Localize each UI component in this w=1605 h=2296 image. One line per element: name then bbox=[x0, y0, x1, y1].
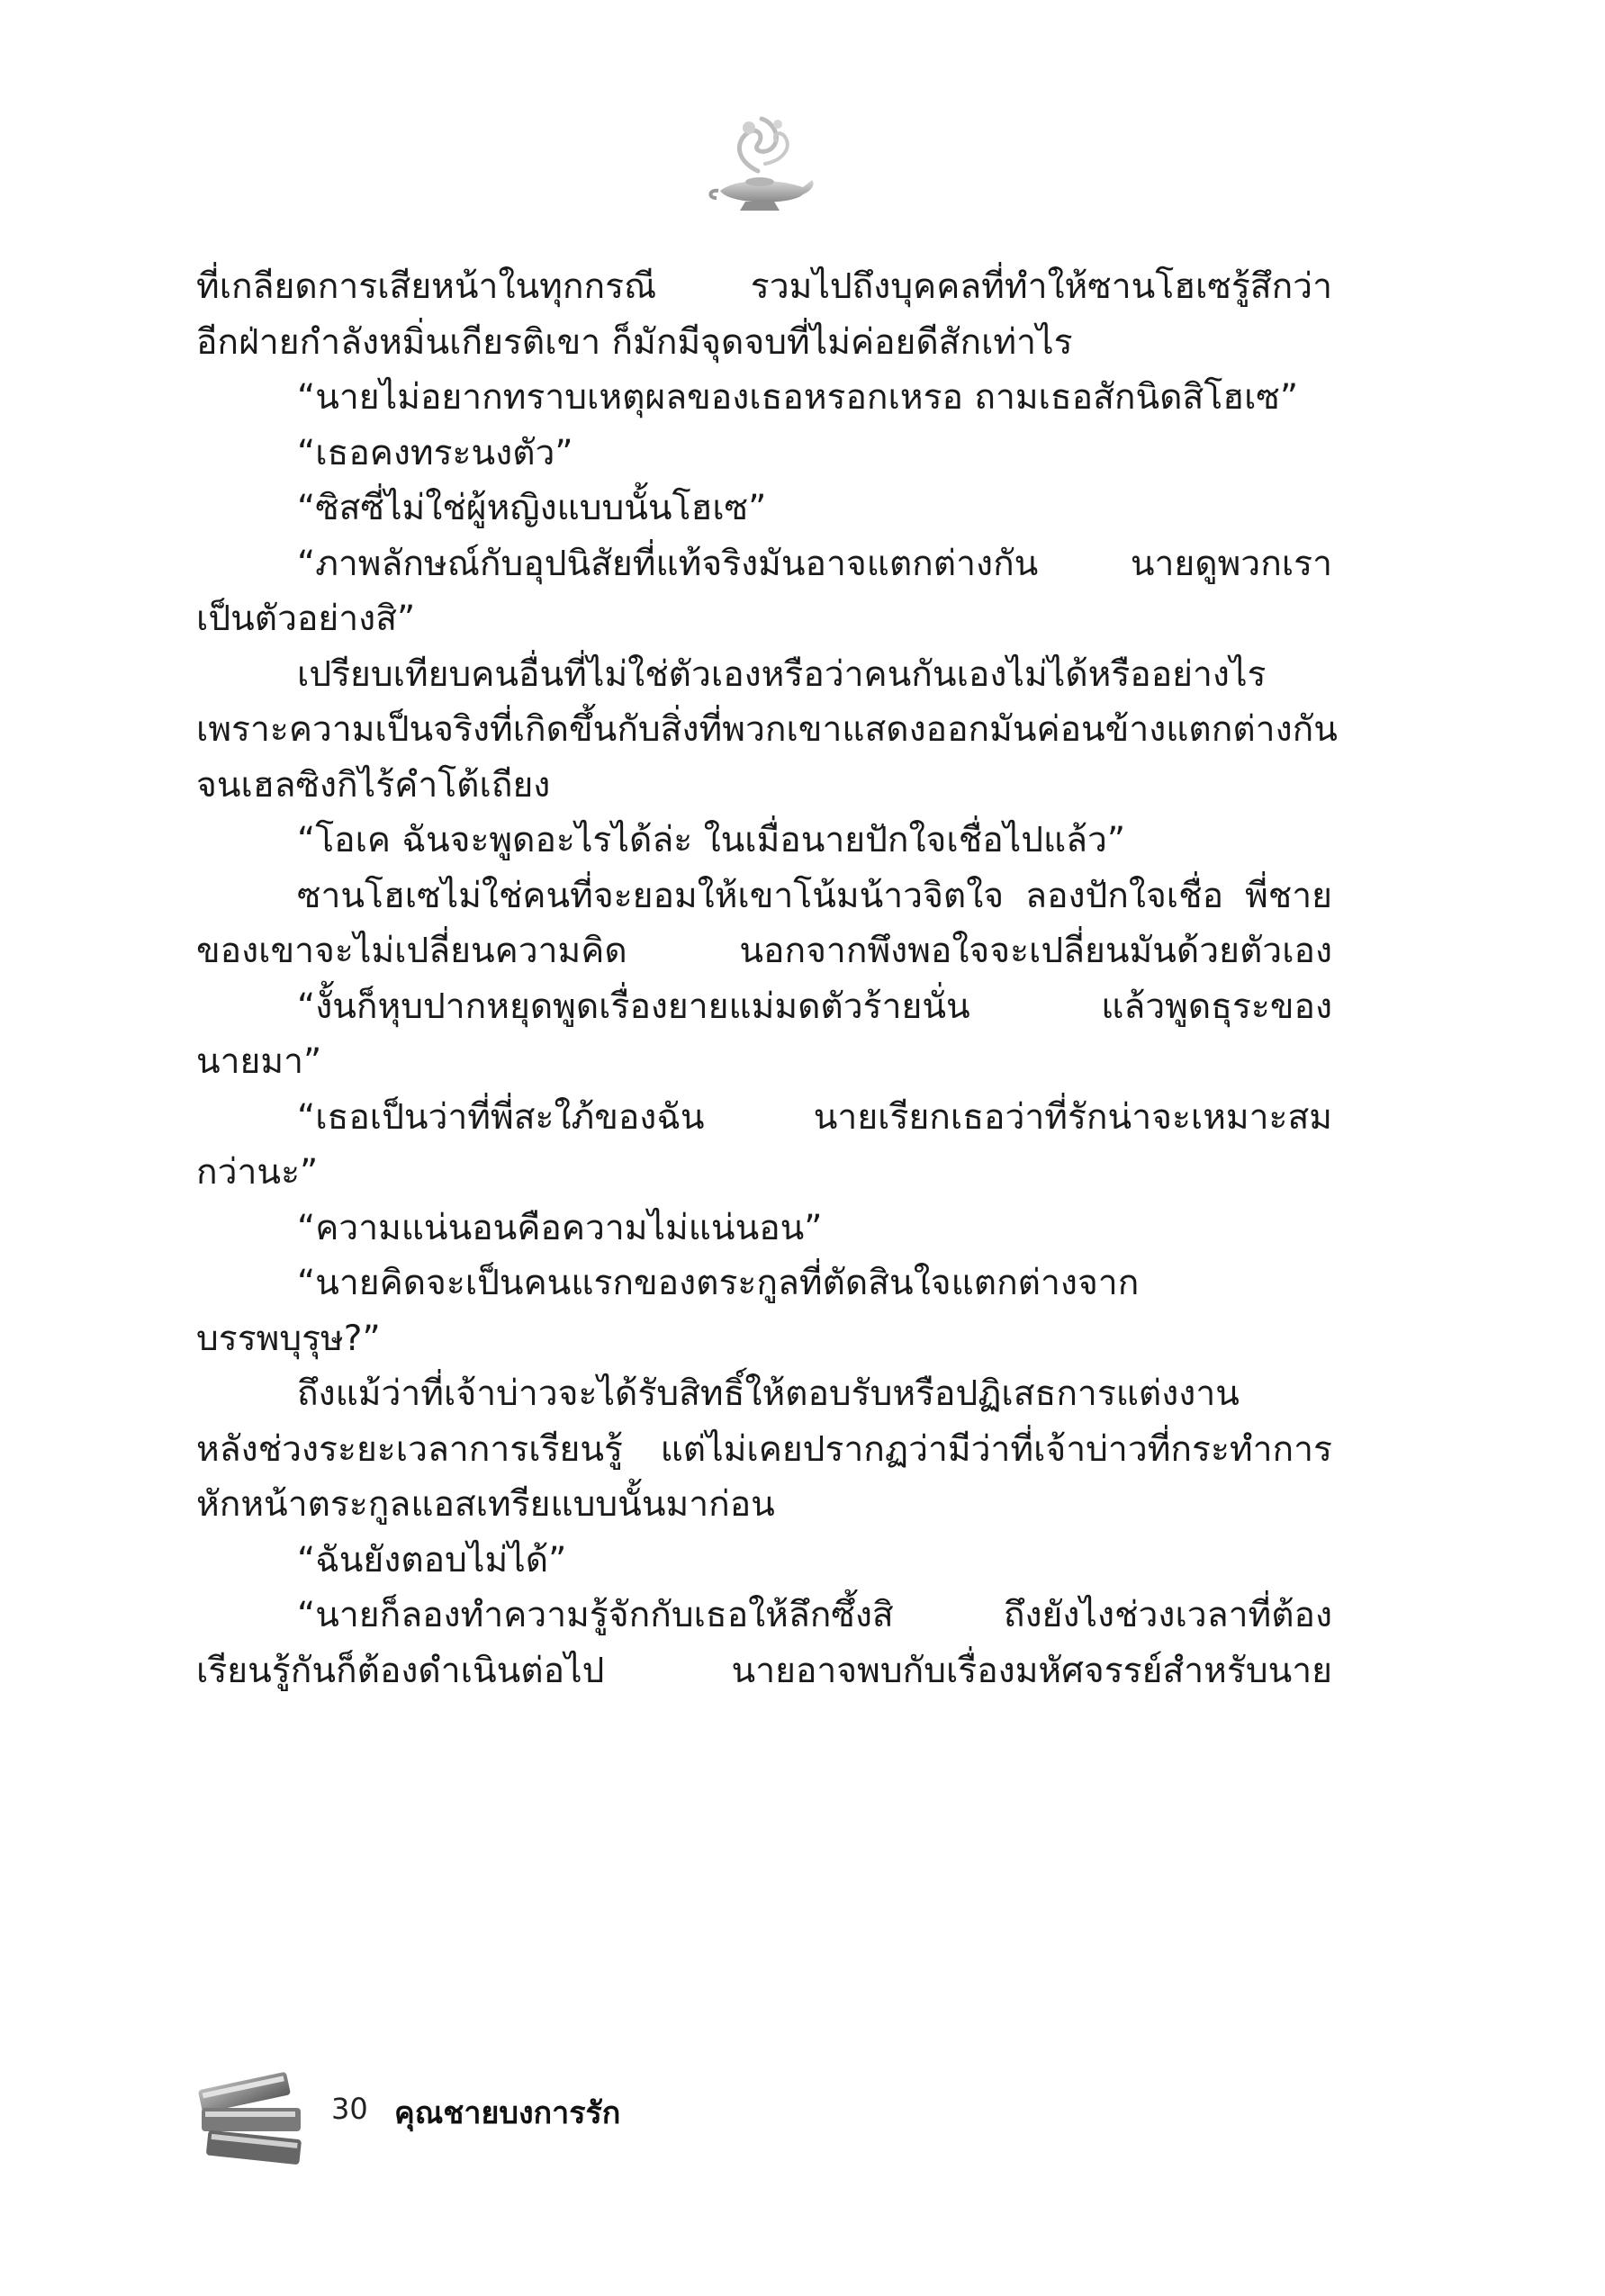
text-line: “ฉันยังตอบไม่ได้” bbox=[297, 1539, 567, 1580]
page-footer bbox=[196, 2061, 826, 2178]
text-line: จนเฮลซิงกิไร้คำโต้เถียง bbox=[196, 764, 551, 806]
body-text bbox=[196, 259, 1338, 1698]
text-line: หักหน้าตระกูลแอสเทรียแบบนั้นมาก่อน bbox=[196, 1484, 775, 1525]
text-line: เป็นตัวอย่างสิ” bbox=[196, 599, 416, 639]
text-line: “โอเค ฉันจะพูดอะไรได้ล่ะ ในเมื่อนายปักใจเชื่อไปแล้ว” bbox=[297, 820, 1126, 860]
text-line: ซานโฮเซไม่ใช่คนที่จะยอมให้เขาโน้มน้าวจิตใจ ลองปักใจเชื่อ พี่ชาย bbox=[297, 875, 1332, 916]
text-line: “เธอคงทระนงตัว” bbox=[297, 432, 573, 473]
text-line: “นายคิดจะเป็นคนแรกของตระกูลที่ตัดสินใจแตกต่างจาก bbox=[297, 1263, 1140, 1303]
text-line: “นายก็ลองทำความรู้จักกับเธอให้ลึกซึ้งสิ ถึงยังไงช่วงเวลาที่ต้อง bbox=[297, 1595, 1332, 1635]
text-line: กว่านะ” bbox=[196, 1152, 319, 1193]
genie-lamp-icon bbox=[702, 108, 819, 225]
text-line: “นายไม่อยากทราบเหตุผลของเธอหรอกเหรอ ถามเธอสักนิดสิโฮเซ” bbox=[297, 377, 1299, 418]
text-line: ของเขาจะไม่เปลี่ยนความคิด นอกจากพึงพอใจจะเปลี่ยนมันด้วยตัวเอง bbox=[196, 931, 1332, 971]
text-line: ถึงแม้ว่าที่เจ้าบ่าวจะได้รับสิทธิ์ให้ตอบรับหรือปฏิเสธการแต่งงาน bbox=[297, 1373, 1240, 1414]
text-line: เพราะความเป็นจริงที่เกิดขึ้นกับสิ่งที่พวกเขาแสดงออกมันค่อนข้างแตกต่างกัน bbox=[196, 709, 1338, 750]
text-line: “ภาพลักษณ์กับอุปนิสัยที่แท้จริงมันอาจแตกต่างกัน นายดูพวกเรา bbox=[297, 543, 1332, 584]
text-line: ที่เกลียดการเสียหน้าในทุกกรณี รวมไปถึงบุคคลที่ทำให้ซานโฮเซรู้สึกว่า bbox=[196, 266, 1332, 307]
text-line: “งั้นก็หุบปากหยุดพูดเรื่องยายแม่มดตัวร้ายนั่น แล้วพูดธุระของ bbox=[297, 986, 1332, 1027]
page-number: 30 bbox=[331, 2092, 368, 2126]
book-title: คุณชายบงการรัก bbox=[394, 2095, 621, 2131]
text-line: นายมา” bbox=[196, 1041, 322, 1082]
text-line: “เธอเป็นว่าที่พี่สะใภ้ของฉัน นายเรียกเธอว่าที่รักน่าจะเหมาะสม bbox=[297, 1096, 1332, 1138]
text-line: “ซิสซี่ไม่ใช่ผู้หญิงแบบนั้นโฮเซ” bbox=[297, 488, 767, 528]
text-line: หลังช่วงระยะเวลาการเรียนรู้ แต่ไม่เคยปรากฏว่ามีว่าที่เจ้าบ่าวที่กระทำการ bbox=[196, 1428, 1332, 1470]
book-stack-icon bbox=[196, 2061, 313, 2178]
text-line: บรรพบุรุษ?” bbox=[196, 1318, 381, 1359]
text-line: เปรียบเทียบคนอื่นที่ไม่ใช่ตัวเองหรือว่าคนกันเองไม่ได้หรืออย่างไร bbox=[297, 653, 1267, 695]
text-line: “ความแน่นอนคือความไม่แน่นอน” bbox=[297, 1207, 823, 1248]
text-line: อีกฝ่ายกำลังหมิ่นเกียรติเขา ก็มักมีจุดจบที่ไม่ค่อยดีสักเท่าไร bbox=[196, 321, 1073, 363]
text-line: เรียนรู้กันก็ต้องดำเนินต่อไป นายอาจพบกับเรื่องมหัศจรรย์สำหรับนาย bbox=[196, 1650, 1332, 1691]
